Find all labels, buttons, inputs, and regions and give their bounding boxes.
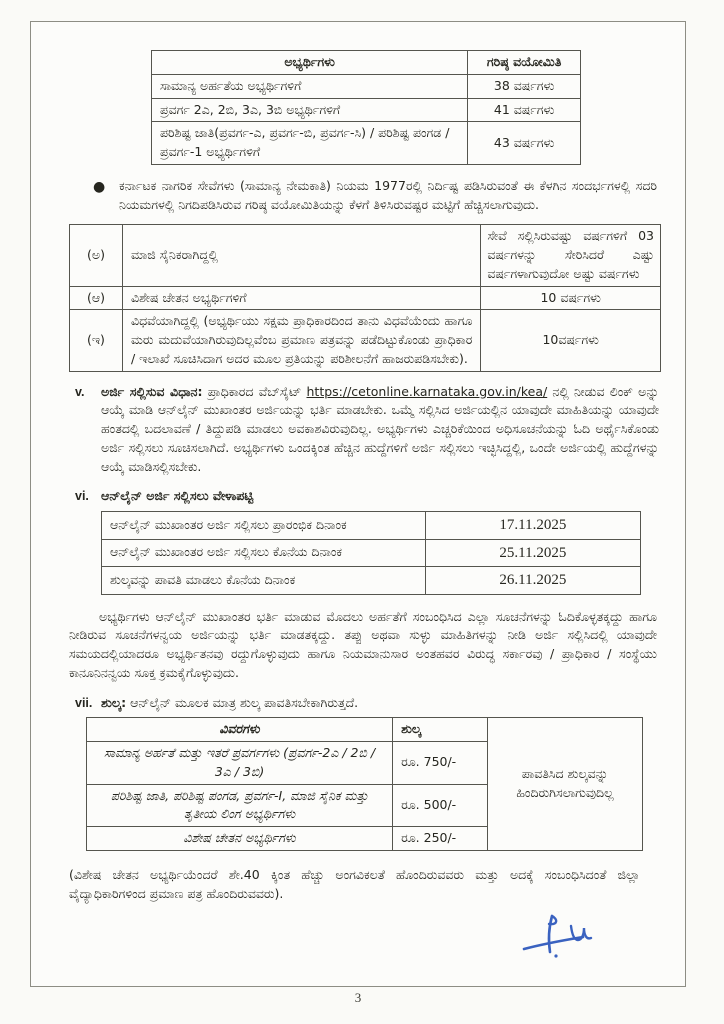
section-vi-number: vi. xyxy=(75,489,89,504)
fee-row-label: ಸಾಮಾನ್ಯ ಅರ್ಹತೆ ಮತ್ತು ಇತರೆ ಪ್ರವರ್ಗಗಳು (ಪ್ರವರ್ಗ-2ಎ / 2ಬಿ / 3ಎ / 3ಬಿ) xyxy=(87,742,393,785)
schedule-row-label: ಆನ್‌ಲೈನ್ ಮುಖಾಂತರ ಅರ್ಜಿ ಸಲ್ಲಿಸಲು ಕೊನೆಯ ದಿನಾಂಕ xyxy=(102,539,426,567)
relax-row-label: ವಿಧವೆಯಾಗಿದ್ದಲ್ಲಿ (ಅಭ್ಯರ್ಥಿಯು ಸಕ್ಷಮ ಪ್ರಾಧಿಕಾರದಿಂದ ತಾನು ವಿಧವೆಯೆಂದು ಹಾಗೂ ಮರು ಮದುವೆಯಾಗಿರುವುದಿಲ್ಲವೆಂಬ ಪ್ರಮಾಣ ಪತ್ರವನ್ನು ಪಡೆದಿಟ್ಟುಕೊಂಡು ಪ್ರಾಧಿಕಾರ / ಇಲಾಖೆ ಸೂಚಿಸಿದಾಗ ಅದರ ಮೂಲ ಪ್ರತಿಯನ್ನು ಪರಿಶೀಲನೆಗೆ ಹಾಜರುಪಡಿಸಬೇಕು). xyxy=(123,310,481,371)
table-row xyxy=(87,718,643,742)
table-row xyxy=(152,98,581,122)
fee-row-value: ರೂ. 250/- xyxy=(393,827,488,851)
bullet-icon: ● xyxy=(93,178,106,195)
section-v-pre-link-text: ಪ್ರಾಧಿಕಾರದ ವೆಬ್‌ಸೈಟ್ xyxy=(202,383,307,399)
relax-row-sn: (ಆ) xyxy=(70,286,123,310)
disability-definition-note: (ವಿಶೇಷ ಚೇತನ ಅಭ್ಯರ್ಥಿಯೆಂದರೆ ಶೇ.40 ಕ್ಕಿಂತ ಹೆಚ್ಚು ಅಂಗವಿಕಲತೆ ಹೊಂದಿರುವವರು ಮತ್ತು ಅದಕ್ಕೆ ಸಂಬಂಧಿಸಿದಂತೆ ಜಿಲ್ಲಾ ವೈದ್ಯಾಧಿಕಾರಿಗಳಿಂದ ಪ್ರಮಾಣ ಪತ್ರ ಹೊಂದಿರುವವರು). xyxy=(69,866,640,901)
table-row xyxy=(70,225,661,286)
schedule-fee-last-date: 26.11.2025 xyxy=(425,567,640,595)
section-v-text xyxy=(101,383,659,477)
table-row xyxy=(152,74,581,98)
fee-row-value: ರೂ. 750/- xyxy=(393,742,488,785)
fee-non-refundable-note: ಪಾವತಿಸಿದ ಶುಲ್ಕವನ್ನು ಹಿಂದಿರುಗಿಸಲಾಗುವುದಿಲ್ಲ xyxy=(488,718,643,851)
age-table-cell-value: 41 ವರ್ಷಗಳು xyxy=(468,98,581,122)
age-table-cell-value: 38 ವರ್ಷಗಳು xyxy=(468,74,581,98)
schedule-row-label: ಆನ್‌ಲೈನ್ ಮುಖಾಂತರ ಅರ್ಜಿ ಸಲ್ಲಿಸಲು ಪ್ರಾರಂಭಿಕ ದಿನಾಂಕ xyxy=(102,512,426,540)
schedule-table xyxy=(101,511,641,595)
table-row xyxy=(102,567,641,595)
section-v-number: v. xyxy=(75,384,85,399)
age-table-cell-label: ಪರಿಶಿಷ್ಟ ಜಾತಿ(ಪ್ರವರ್ಗ-ಎ, ಪ್ರವರ್ಗ-ಬಿ, ಪ್ರವರ್ಗ-ಸಿ) / ಪರಿಶಿಷ್ಟ ಪಂಗಡ /ಪ್ರವರ್ಗ-1 ಅಭ್ಯರ್ಥಿಗಳಿಗೆ xyxy=(152,122,468,165)
schedule-end-date: 25.11.2025 xyxy=(425,539,640,567)
scanned-page-border xyxy=(30,21,686,987)
table-row xyxy=(152,51,581,75)
relax-row-label: ವಿಶೇಷ ಚೇತನ ಅಭ್ಯರ್ಥಿಗಳಿಗೆ xyxy=(123,286,481,310)
fee-table xyxy=(86,717,643,851)
application-portal-link[interactable]: https://cetonline.karnataka.gov.in/kea/ xyxy=(306,383,548,399)
schedule-start-date: 17.11.2025 xyxy=(425,512,640,540)
section-vii-text: ಆನ್‌ಲೈನ್ ಮೂಲಕ ಮಾತ್ರ ಶುಲ್ಕ ಪಾವತಿಸಬೇಕಾಗಿರುತ್ತದೆ. xyxy=(126,694,359,710)
table-row xyxy=(102,512,641,540)
section-v-application-method xyxy=(75,383,659,477)
table-row xyxy=(70,286,661,310)
section-vii-title: ಶುಲ್ಕ: xyxy=(101,694,127,710)
age-table-cell-label: ಪ್ರವರ್ಗ 2ಎ, 2ಬಿ, 3ಎ, 3ಬಿ ಅಭ್ಯರ್ಥಿಗಳಿಗೆ xyxy=(152,98,468,122)
table-row xyxy=(70,310,661,371)
fee-row-label: ಪರಿಶಿಷ್ಟ ಜಾತಿ, ಪರಿಶಿಷ್ಟ ಪಂಗಡ, ಪ್ರವರ್ಗ-I, ಮಾಜಿ ಸೈನಿಕ ಮತ್ತು ತೃತೀಯ ಲಿಂಗ ಅಭ್ಯರ್ಥಿಗಳು xyxy=(87,784,393,827)
page-number: 3 xyxy=(354,990,362,1005)
age-limit-table xyxy=(151,50,581,165)
fee-row-value: ರೂ. 500/- xyxy=(393,784,488,827)
relax-row-sn: (ಅ) xyxy=(70,225,123,286)
fee-header-details: ವಿವರಗಳು xyxy=(87,718,393,742)
fee-header-fee: ಶುಲ್ಕ xyxy=(393,718,488,742)
age-table-header-max-age: ಗರಿಷ್ಠ ವಯೋಮಿತಿ xyxy=(468,51,581,75)
fee-row-label: ವಿಶೇಷ ಚೇತನ ಅಭ್ಯರ್ಥಿಗಳು xyxy=(87,827,393,851)
schedule-row-label: ಶುಲ್ಕವನ್ನು ಪಾವತಿ ಮಾಡಲು ಕೊನೆಯ ದಿನಾಂಕ xyxy=(102,567,426,595)
instructions-paragraph: ಅಭ್ಯರ್ಥಿಗಳು ಆನ್‌ಲೈನ್ ಮುಖಾಂತರ ಭರ್ತಿ ಮಾಡುವ ಮೊದಲು ಅರ್ಹತೆಗೆ ಸಂಬಂಧಿಸಿದ ಎಲ್ಲಾ ಸೂಚನೆಗಳನ್ನು ಓದಿಕೊಳ್ಳತಕ್ಕದ್ದು ಹಾಗೂ ನೀಡಿರುವ ಸೂಚನೆಗಳನ್ವಯ ಅರ್ಜಿಯನ್ನು ಭರ್ತಿ ಮಾಡತಕ್ಕದ್ದು. ತಪ್ಪು ಅಥವಾ ಸುಳ್ಳು ಮಾಹಿತಿಗಳನ್ನು ನೀಡಿ ಅರ್ಜಿ ಸಲ್ಲಿಸಿದಲ್ಲಿ ಯಾವುದೇ ಸಮಯದಲ್ಲಿಯಾದರೂ ಅಭ್ಯರ್ಥಿತನವು ರದ್ದುಗೊಳ್ಳುವುದು ಹಾಗೂ ನಿಯಮಾನುಸಾರ ಅಂತಹವರ ವಿರುದ್ಧ ಸರ್ಕಾರವು / ಪ್ರಾಧಿಕಾರ / ಸಂಸ್ಥೆಯು ಕಾನೂನಿನನ್ವಯ ಸೂಕ್ತ ಕ್ರಮಕೈಗೊಳ್ಳುವುದು. xyxy=(69,608,657,680)
age-table-cell-label: ಸಾಮಾನ್ಯ ಅರ್ಹತೆಯ ಅಭ್ಯರ್ಥಿಗಳಿಗೆ xyxy=(152,74,468,98)
section-vii-text-wrap xyxy=(101,694,659,713)
relax-row-value: 10ವರ್ಷಗಳು xyxy=(481,310,661,371)
relax-row-sn: (ಇ) xyxy=(70,310,123,371)
age-table-header-candidates: ಅಭ್ಯರ್ಥಿಗಳು xyxy=(152,51,468,75)
table-row xyxy=(102,539,641,567)
section-v-post-link-text: ನಲ್ಲಿ ನೀಡುವ ಲಿಂಕ್ ಅನ್ನು ಆಯ್ಕೆ ಮಾಡಿ ಆನ್‌ಲೈನ್ ಮುಖಾಂತರ ಅರ್ಜಿಯನ್ನು ಭರ್ತಿ ಮಾಡಬೇಕು. ಒಮ್ಮೆ ಸಲ್ಲಿಸಿದ ಅರ್ಜಿಯಲ್ಲಿನ ಯಾವುದೇ ಮಾಹಿತಿಯನ್ನು ಯಾವುದೇ ಹಂತದಲ್ಲಿ ಬದಲಾವಣೆ / ತಿದ್ದುಪಡಿ ಮಾಡಲು ಅವಕಾಶವಿರುವುದಿಲ್ಲ. ಅಭ್ಯರ್ಥಿಗಳು ಎಚ್ಚರಿಕೆಯಿಂದ ಅಧಿಸೂಚನೆಯನ್ನು ಓದಿ ಅರ್ಥೈಸಿಕೊಂಡು ಅರ್ಜಿ ಸಲ್ಲಿಸಲು ಸೂಚಿಸಲಾಗಿದೆ. ಅಭ್ಯರ್ಥಿಗಳು ಒಂದಕ್ಕಿಂತ ಹೆಚ್ಚಿನ ಹುದ್ದೆಗಳಿಗೆ ಅರ್ಜಿ ಸಲ್ಲಿಸಲು ಇಚ್ಛಿಸಿದ್ದಲ್ಲಿ, ಒಂದೇ ಅರ್ಜಿಯಲ್ಲಿ ಹುದ್ದೆಗಳನ್ನು ಆಯ್ಕೆ ಮಾಡಿಸಲ್ಲಿಸಬೇಕು. xyxy=(101,383,659,474)
relax-row-value: ಸೇವೆ ಸಲ್ಲಿಸಿರುವಷ್ಟು ವರ್ಷಗಳಿಗೆ 03 ವರ್ಷಗಳನ್ನು ಸೇರಿಸಿದರೆ ಎಷ್ಟು ವರ್ಷಗಳಾಗುವುದೋ ಅಷ್ಟು ವರ್ಷಗಳು xyxy=(481,225,661,286)
bullet-note-text: ಕರ್ನಾಟಕ ನಾಗರಿಕ ಸೇವೆಗಳು (ಸಾಮಾನ್ಯ ನೇಮಕಾತಿ) ನಿಯಮ 1977ರಲ್ಲಿ ನಿರ್ದಿಷ್ಟ ಪಡಿಸಿರುವಂತೆ ಈ ಕೆಳಗಿನ ಸಂದರ್ಭಗಳಲ್ಲಿ ಸದರಿ ನಿಯಮಗಳಲ್ಲಿ ನಿಗದಿಪಡಿಸಿರುವ ಗರಿಷ್ಠ ವಯೋಮಿತಿಯನ್ನು ಕೆಳಗೆ ತಿಳಿಸಿರುವಷ್ಟರ ಮಟ್ಟಿಗೆ ಹೆಚ್ಚಿಸಲಾಗುವುದು. xyxy=(119,177,657,212)
signature-icon xyxy=(519,911,599,959)
section-vii-fee xyxy=(75,694,659,713)
relax-row-value: 10 ವರ್ಷಗಳು xyxy=(481,286,661,310)
age-relaxation-table xyxy=(69,224,661,371)
section-vi-schedule xyxy=(75,487,659,506)
age-table-cell-value: 43 ವರ್ಷಗಳು xyxy=(468,122,581,165)
section-v-title: ಅರ್ಜಿ ಸಲ್ಲಿಸುವ ವಿಧಾನ: xyxy=(101,383,203,399)
section-vi-title: ಆನ್‌ಲೈನ್ ಅರ್ಜಿ ಸಲ್ಲಿಸಲು ವೇಳಾಪಟ್ಟಿ xyxy=(101,488,254,504)
table-row xyxy=(152,122,581,165)
section-vii-number: vii. xyxy=(75,695,93,710)
bullet-note xyxy=(93,177,657,215)
relax-row-label: ಮಾಜಿ ಸೈನಿಕರಾಗಿದ್ದಲ್ಲಿ xyxy=(123,225,481,286)
signature-block xyxy=(31,911,599,959)
